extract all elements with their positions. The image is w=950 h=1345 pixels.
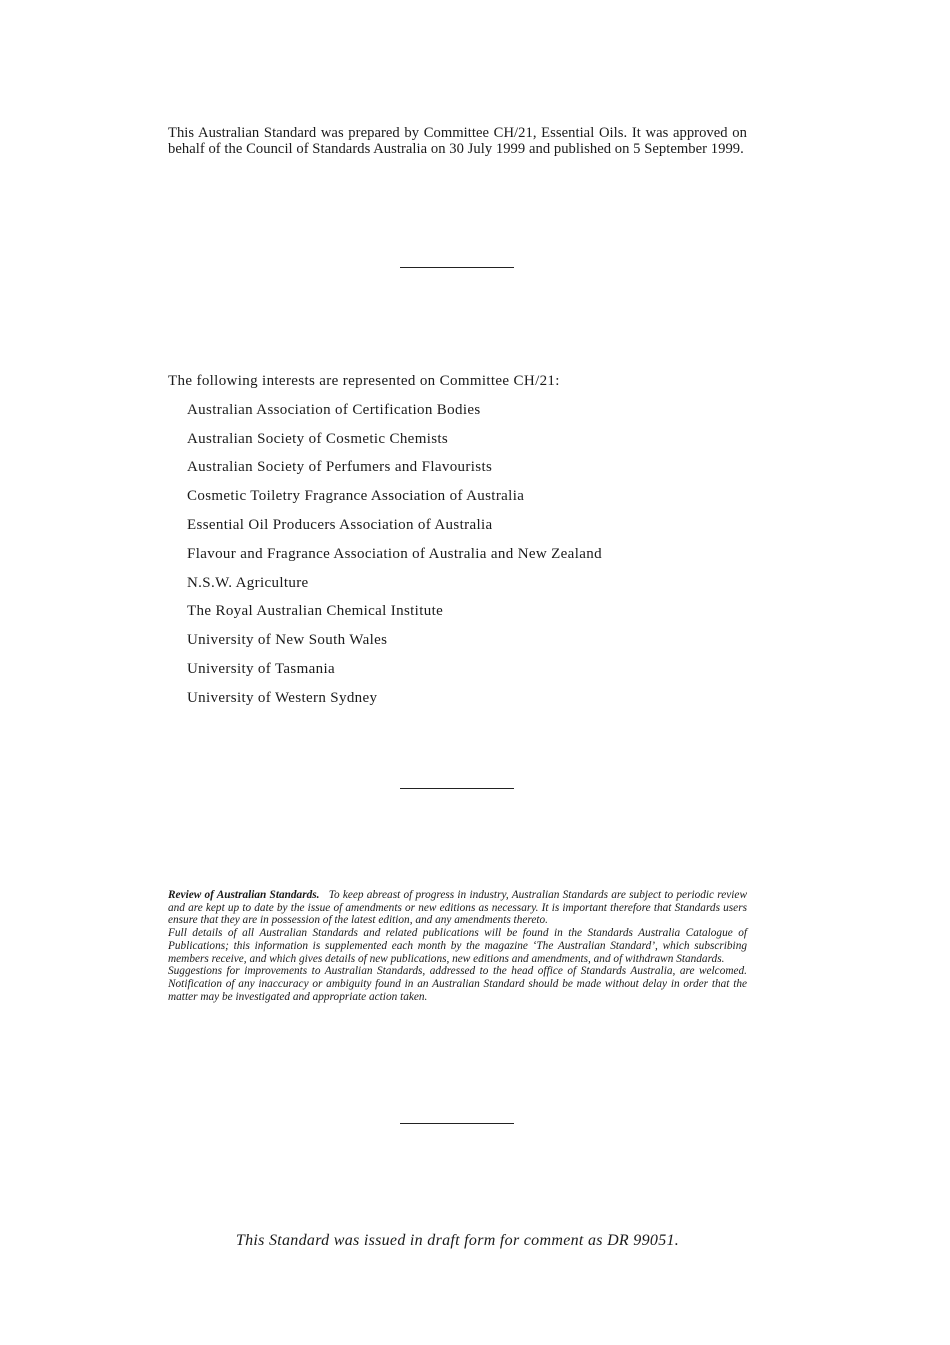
committee-member: N.S.W. Agriculture (187, 574, 309, 591)
committee-member: University of Tasmania (187, 660, 336, 677)
review-heading: Review of Australian Standards. (168, 889, 320, 901)
committee-member: Australian Society of Perfumers and Flavourists (187, 459, 493, 476)
review-paragraph-3: Suggestions for improvements to Australian Standards, addressed to the head office of Standards Australia, are welcomed. Notification of any inaccuracy or ambiguity found in an Australian Standard should be made without delay in order that the matter may be investigated and appropriate action taken. (168, 965, 747, 1003)
committee-member: Essential Oil Producers Association of Australia (187, 516, 493, 533)
section-divider (400, 788, 514, 789)
committee-member: University of New South Wales (187, 632, 388, 649)
review-notice (168, 889, 747, 1003)
committee-heading: The following interests are represented on Committee CH/21: (168, 373, 560, 389)
committee-member-list (168, 396, 747, 713)
preparation-statement-text: This Australian Standard was prepared by Committee CH/21, Essential Oils. It was approved on behalf of the Council of Standards Australia on 30 July 1999 and published on 5 September 1999. (168, 125, 747, 157)
review-paragraph-1 (168, 889, 747, 927)
committee-member: The Royal Australian Chemical Institute (187, 603, 444, 620)
draft-notice: This Standard was issued in draft form for comment as DR 99051. (235, 1232, 680, 1249)
committee-member: Cosmetic Toiletry Fragrance Association of Australia (187, 488, 525, 505)
committee-member: Flavour and Fragrance Association of Australia and New Zealand (187, 545, 602, 562)
preparation-statement (168, 125, 747, 157)
committee-member: Australian Society of Cosmetic Chemists (187, 430, 449, 447)
review-paragraph-2: Full details of all Australian Standards and related publications will be found in the Standards Australia Catalogue of Publications; this information is supplemented each month by the magazine ‘The Australian Standard’, which subscribing members receive, and which gives details of new publications, new editions and amendments, and of withdrawn Standards. (168, 927, 747, 965)
committee-member: University of Western Sydney (187, 689, 378, 706)
section-divider (400, 1123, 514, 1124)
section-divider (400, 267, 514, 268)
review-paragraph-1-text: To keep abreast of progress in industry, Australian Standards are subject to periodic review and are kept up to date by the issue of amendments or new editions as necessary. It is important therefore that Standards users ensure that they are in possession of the latest edition, and any amendments thereto. (168, 889, 747, 927)
committee-member: Australian Association of Certification Bodies (187, 401, 481, 418)
committee-interests (168, 367, 747, 713)
